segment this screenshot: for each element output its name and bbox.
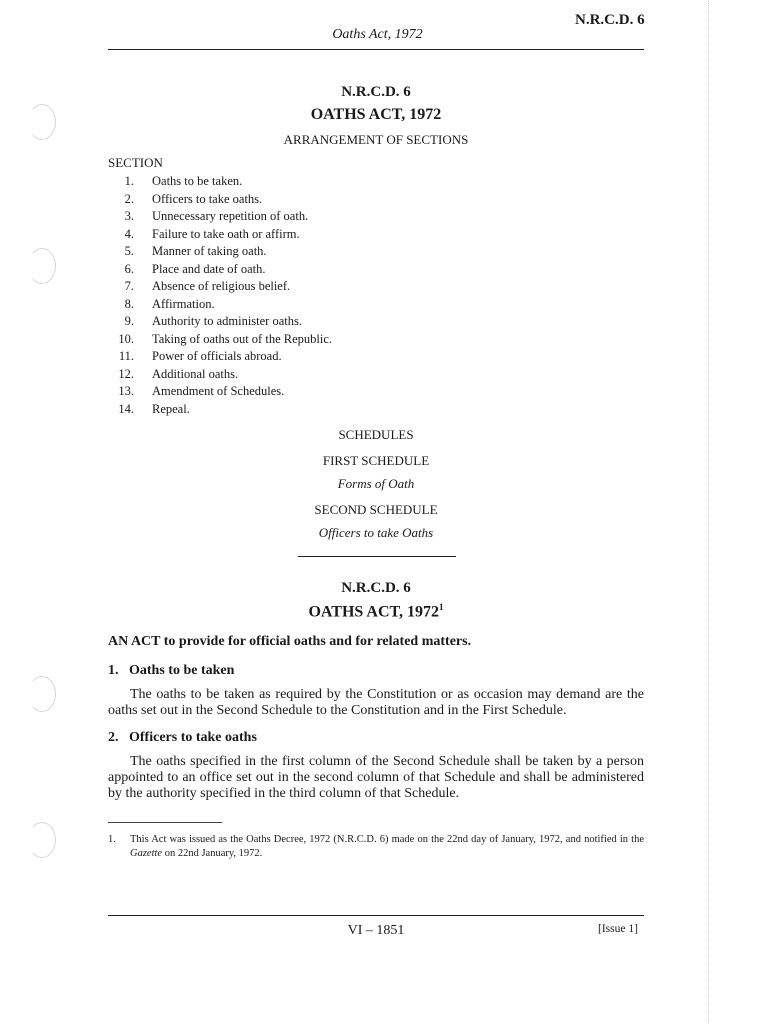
second-schedule: SECOND SCHEDULE [314,502,438,517]
section-label: SECTION [108,155,163,170]
footnote-number: 1. [108,834,116,845]
first-schedule: FIRST SCHEDULE [322,453,430,468]
running-title: Oaths Act, 1972 [332,27,423,42]
act-code: N.R.C.D. 6 [341,580,411,596]
schedules-label: SCHEDULES [338,427,414,442]
section-1-text: The oaths to be taken as required by the Constitution or as occasion may demand are the oaths set out in the Second Schedule to the Constitution and in the First Schedule. [108,687,644,718]
act-title: OATHS ACT, 1972$^1$ [308,602,444,621]
page-number: VI – 1851 [347,923,405,938]
section-2-text: The oaths specified in the first column of the Second Schedule shall be taken by a person appointed to an office set out in the second column of that Schedule and shall be administered by the authority specified in the third column of that Schedule. [108,754,644,801]
long-title: AN ACT to provide for official oaths and for related matters. [108,634,472,649]
footnote-ref: 1 [439,602,444,612]
header-rule [108,49,644,50]
header-code: N.R.C.D. 6 [575,12,645,28]
arrangement-subtitle: ARRANGEMENT OF SECTIONS [283,132,469,147]
punch-hole [28,248,56,284]
separator-rule [298,556,456,557]
arrangement-title: OATHS ACT, 1972 [310,106,442,123]
gazette-title: Gazette [130,848,163,859]
footnote-text: This Act was issued as the Oaths Decree, 1972 (N.R.C.D. 6) made on the 22nd day of January, 1972, and notified in the Gazette on 22nd January, 1972. [130,834,644,859]
section-1-heading: 1. Oaths to be taken [108,663,235,678]
footnote-rule [108,822,222,823]
punch-hole [28,822,56,858]
punch-hole [28,676,56,712]
second-schedule-subtitle: Officers to take Oaths [318,525,434,540]
first-schedule-subtitle: Forms of Oath [337,476,415,491]
section-2-heading: 2. Officers to take oaths [108,730,257,745]
issue-label: [Issue 1] [598,923,638,935]
arrangement-code: N.R.C.D. 6 [341,84,411,100]
footer-rule [108,915,644,916]
